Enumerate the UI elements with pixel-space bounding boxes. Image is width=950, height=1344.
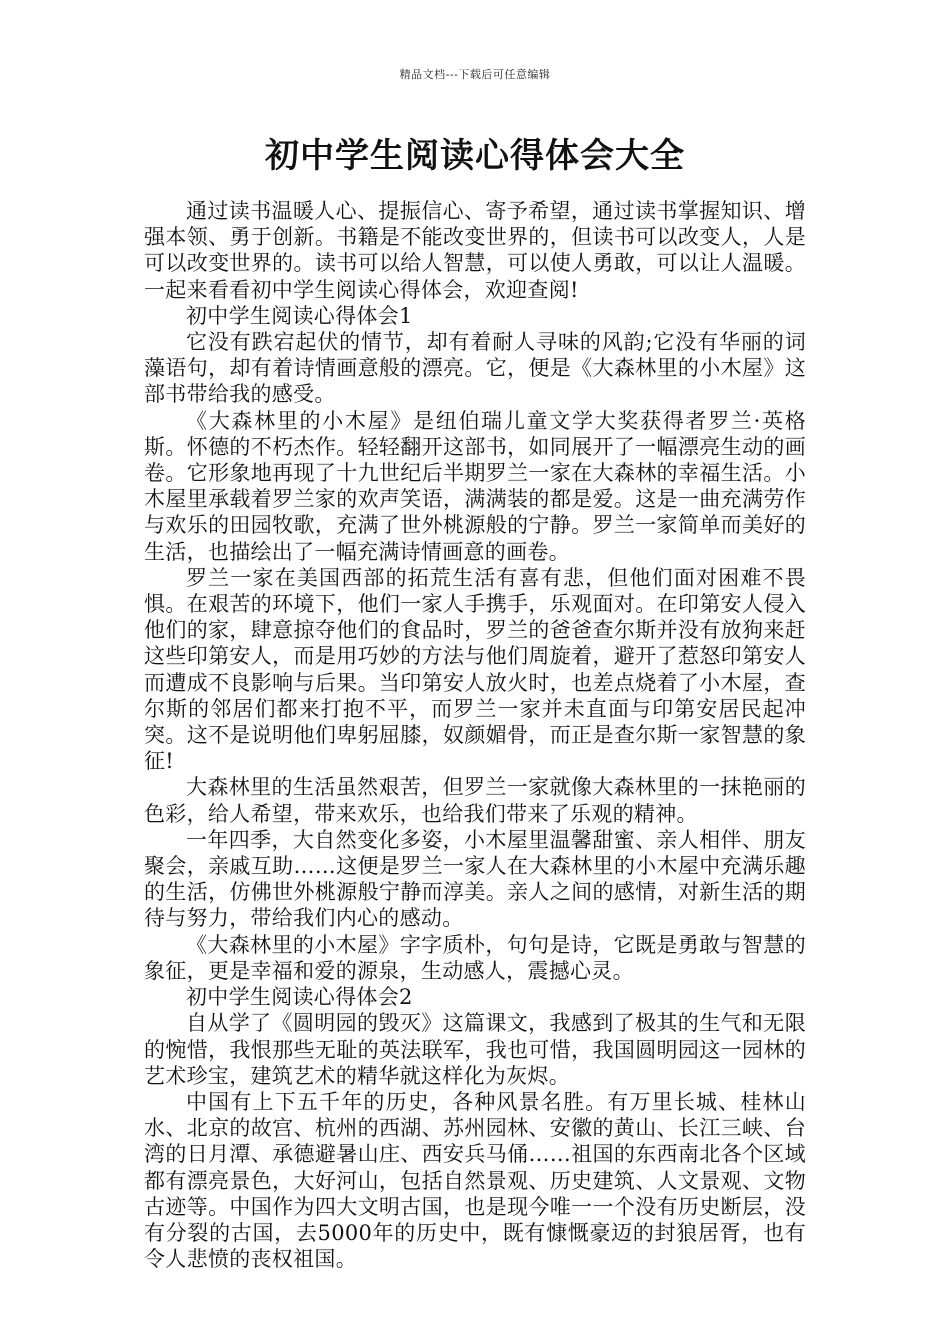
section-heading-2: 初中学生阅读心得体会2: [186, 985, 413, 1010]
body-paragraph: 罗兰一家在美国西部的拓荒生活有喜有悲，但他们面对困难不畏惧。在艰苦的环境下，他们一家人手携手，乐观面对。在印第安人侵入他们的家，肆意掠夺他们的食品时，罗兰的爸爸查尔斯并没有放狗来赶这些印第安人，而是用巧妙的方法与他们周旋着，避开了惹怒印第安人而遭成不良影响与后果。当印第安人放火时，也差点烧着了小木屋，查尔斯的邻居们都来打抱不平，而罗兰一家并未直面与印第安居民起冲突。这不是说明他们卑躬屈膝，奴颜媚骨，而正是查尔斯一家智慧的象征!: [144, 565, 806, 774]
intro-paragraph: 通过读书温暖人心、提振信心、寄予希望，通过读书掌握知识、增强本领、勇于创新。书籍是不能改变世界的，但读书可以改变人，人是可以改变世界的。读书可以给人智慧，可以使人勇敢，可以让人温暖。一起来看看初中学生阅读心得体会，欢迎查阅!: [144, 199, 806, 302]
body-paragraph: 《大森林里的小木屋》字字质朴，句句是诗，它既是勇敢与智慧的象征，更是幸福和爱的源泉，生动感人，震撼心灵。: [144, 932, 806, 983]
body-paragraph: 自从学了《圆明园的毁灭》这篇课文，我感到了极其的生气和无限的惋惜，我恨那些无耻的英法联军，我也可惜，我国圆明园这一园林的艺术珍宝，建筑艺术的精华就这样化为灰烬。: [144, 1011, 806, 1088]
body-paragraph: 一年四季，大自然变化多姿，小木屋里温馨甜蜜、亲人相伴、朋友聚会，亲戚互助……这便是罗兰一家人在大森林里的小木屋中充满乐趣的生活，仿佛世外桃源般宁静而淳美。亲人之间的感情，对新生活的期待与努力，带给我们内心的感动。: [144, 827, 806, 931]
document-title: 初中学生阅读心得体会大全: [265, 136, 685, 176]
body-paragraph: 中国有上下五千年的历史，各种风景名胜。有万里长城、桂林山水、北京的故宫、杭州的西湖、苏州园林、安徽的黄山、长江三峡、台湾的日月潭、承德避暑山庄、西安兵马俑……祖国的东西南北各个区域都有漂亮景色，大好河山，包括自然景观、历史建筑、人文景观、文物古迹等。中国作为四大文明古国，也是现今唯一一个没有历史断层，没有分裂的古国，去5000年的历史中，既有慷慨豪迈的封狼居胥，也有令人悲愤的丧权祖国。: [144, 1089, 806, 1272]
body-paragraph: 它没有跌宕起伏的情节，却有着耐人寻味的风韵;它没有华丽的词藻语句，却有着诗情画意般的漂亮。它，便是《大森林里的小木屋》这部书带给我的感受。: [144, 330, 806, 407]
header-note: 精品文档---下载后可任意编辑: [399, 68, 551, 81]
section-heading-1: 初中学生阅读心得体会1: [186, 303, 413, 328]
body-paragraph: 《大森林里的小木屋》是纽伯瑞儿童文学大奖获得者罗兰·英格斯。怀德的不朽杰作。轻轻翻开这部书，如同展开了一幅漂亮生动的画卷。它形象地再现了十九世纪后半期罗兰一家在大森林的幸福生活。小木屋里承载着罗兰家的欢声笑语，满满装的都是爱。这是一曲充满劳作与欢乐的田园牧歌，充满了世外桃源般的宁静。罗兰一家简单而美好的生活，也描绘出了一幅充满诗情画意的画卷。: [144, 408, 806, 564]
document-body: [144, 198, 806, 1272]
body-paragraph: 大森林里的生活虽然艰苦，但罗兰一家就像大森林里的一抹艳丽的色彩，给人希望，带来欢乐，也给我们带来了乐观的精神。: [144, 775, 806, 826]
